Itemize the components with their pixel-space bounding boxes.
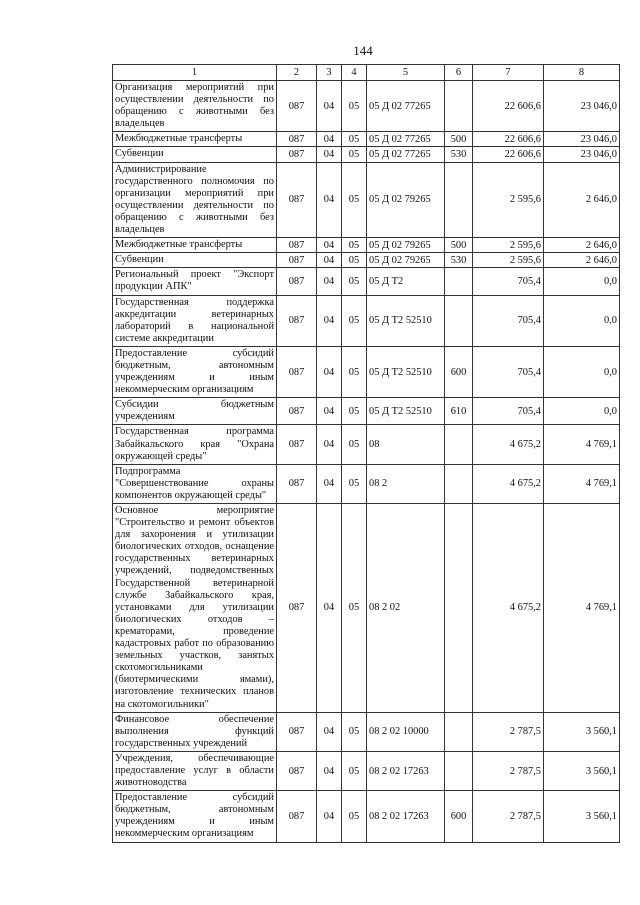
column-header: 2 <box>277 65 317 81</box>
target-article-code: 05 Д 02 79265 <box>367 162 445 238</box>
admin-code: 087 <box>277 253 317 268</box>
column-header: 6 <box>445 65 473 81</box>
subsection-code: 05 <box>342 132 367 147</box>
amount-year-2: 23 046,0 <box>544 132 620 147</box>
target-article-code: 08 2 02 17263 <box>367 791 445 842</box>
admin-code: 087 <box>277 132 317 147</box>
amount-year-1: 22 606,6 <box>473 81 544 132</box>
section-code: 04 <box>317 147 342 162</box>
row-name: Предоставление субсидий бюджетным, автономным учреждениям и иным некоммерческим организациям <box>113 346 277 397</box>
expense-type-code <box>445 504 473 713</box>
table-row <box>113 147 620 162</box>
target-article-code: 05 Д 02 77265 <box>367 132 445 147</box>
amount-year-2: 23 046,0 <box>544 81 620 132</box>
row-name: Межбюджетные трансферты <box>113 132 277 147</box>
amount-year-2: 3 560,1 <box>544 751 620 790</box>
amount-year-1: 4 675,2 <box>473 425 544 464</box>
table-row <box>113 268 620 295</box>
row-name: Подпрограмма "Совершенствование охраны компонентов окружающей среды" <box>113 464 277 503</box>
expense-type-code: 500 <box>445 132 473 147</box>
row-name: Государственная поддержка аккредитации ветеринарных лабораторий в национальной системе аккредитации <box>113 295 277 346</box>
expense-type-code: 600 <box>445 791 473 842</box>
admin-code: 087 <box>277 425 317 464</box>
subsection-code: 05 <box>342 162 367 238</box>
section-code: 04 <box>317 238 342 253</box>
expense-type-code <box>445 162 473 238</box>
column-header: 7 <box>473 65 544 81</box>
row-name: Субсидии бюджетным учреждениям <box>113 398 277 425</box>
expense-type-code: 530 <box>445 147 473 162</box>
section-code: 04 <box>317 712 342 751</box>
admin-code: 087 <box>277 712 317 751</box>
expense-type-code: 600 <box>445 346 473 397</box>
table-row <box>113 81 620 132</box>
amount-year-1: 2 595,6 <box>473 238 544 253</box>
subsection-code: 05 <box>342 398 367 425</box>
subsection-code: 05 <box>342 238 367 253</box>
row-name: Учреждения, обеспечивающие предоставление услуг в области животноводства <box>113 751 277 790</box>
target-article-code: 05 Д 02 77265 <box>367 147 445 162</box>
amount-year-2: 2 646,0 <box>544 253 620 268</box>
row-name: Администрирование государственного полномочия по организации мероприятий при осуществлении деятельности по обращению с животными без владельцев <box>113 162 277 238</box>
table-row <box>113 162 620 238</box>
amount-year-1: 2 787,5 <box>473 791 544 842</box>
amount-year-1: 4 675,2 <box>473 504 544 713</box>
amount-year-1: 705,4 <box>473 346 544 397</box>
table-row <box>113 295 620 346</box>
expense-type-code <box>445 81 473 132</box>
row-name: Организация мероприятий при осуществлении деятельности по обращению с животными без владельцев <box>113 81 277 132</box>
section-code: 04 <box>317 398 342 425</box>
section-code: 04 <box>317 791 342 842</box>
table-row <box>113 253 620 268</box>
subsection-code: 05 <box>342 751 367 790</box>
table-row <box>113 346 620 397</box>
admin-code: 087 <box>277 162 317 238</box>
header-row <box>113 65 620 81</box>
amount-year-2: 4 769,1 <box>544 425 620 464</box>
section-code: 04 <box>317 295 342 346</box>
amount-year-2: 3 560,1 <box>544 791 620 842</box>
target-article-code: 08 <box>367 425 445 464</box>
target-article-code: 05 Д Т2 52510 <box>367 398 445 425</box>
row-name: Субвенции <box>113 253 277 268</box>
amount-year-2: 4 769,1 <box>544 464 620 503</box>
amount-year-1: 2 595,6 <box>473 253 544 268</box>
expense-type-code <box>445 268 473 295</box>
amount-year-2: 2 646,0 <box>544 162 620 238</box>
table-row <box>113 238 620 253</box>
amount-year-1: 22 606,6 <box>473 132 544 147</box>
column-header: 3 <box>317 65 342 81</box>
admin-code: 087 <box>277 346 317 397</box>
subsection-code: 05 <box>342 346 367 397</box>
section-code: 04 <box>317 425 342 464</box>
expense-type-code: 500 <box>445 238 473 253</box>
subsection-code: 05 <box>342 81 367 132</box>
section-code: 04 <box>317 346 342 397</box>
subsection-code: 05 <box>342 295 367 346</box>
amount-year-2: 0,0 <box>544 398 620 425</box>
admin-code: 087 <box>277 295 317 346</box>
table-row <box>113 751 620 790</box>
row-name: Субвенции <box>113 147 277 162</box>
section-code: 04 <box>317 504 342 713</box>
expense-type-code <box>445 751 473 790</box>
section-code: 04 <box>317 268 342 295</box>
subsection-code: 05 <box>342 712 367 751</box>
admin-code: 087 <box>277 751 317 790</box>
admin-code: 087 <box>277 268 317 295</box>
column-header: 5 <box>367 65 445 81</box>
amount-year-2: 0,0 <box>544 268 620 295</box>
row-name: Финансовое обеспечение выполнения функций государственных учреждений <box>113 712 277 751</box>
section-code: 04 <box>317 132 342 147</box>
admin-code: 087 <box>277 147 317 162</box>
section-code: 04 <box>317 253 342 268</box>
subsection-code: 05 <box>342 464 367 503</box>
subsection-code: 05 <box>342 147 367 162</box>
table-row <box>113 712 620 751</box>
amount-year-2: 23 046,0 <box>544 147 620 162</box>
table-row <box>113 425 620 464</box>
subsection-code: 05 <box>342 504 367 713</box>
amount-year-2: 0,0 <box>544 295 620 346</box>
row-name: Основное мероприятие "Строительство и ремонт объектов для захоронения и утилизации биологических отходов, оснащение государственных ветеринарных учреждений, подведомственных Государственной ветеринарной службе Забайкальского края, установками для утилизации биологических отходов – крематорами, проведение кадастровых работ по образованию земельных участков, занятых скотомогильниками (биотермическими ямами), изготовление технических планов на скотомогильники" <box>113 504 277 713</box>
subsection-code: 05 <box>342 425 367 464</box>
target-article-code: 05 Д 02 79265 <box>367 253 445 268</box>
target-article-code: 05 Д Т2 52510 <box>367 295 445 346</box>
row-name: Межбюджетные трансферты <box>113 238 277 253</box>
section-code: 04 <box>317 751 342 790</box>
amount-year-1: 22 606,6 <box>473 147 544 162</box>
admin-code: 087 <box>277 81 317 132</box>
table-row <box>113 132 620 147</box>
row-name: Государственная программа Забайкальского края "Охрана окружающей среды" <box>113 425 277 464</box>
page-number: 144 <box>353 43 373 58</box>
admin-code: 087 <box>277 398 317 425</box>
amount-year-1: 4 675,2 <box>473 464 544 503</box>
target-article-code: 08 2 02 10000 <box>367 712 445 751</box>
amount-year-1: 705,4 <box>473 295 544 346</box>
table-row <box>113 504 620 713</box>
subsection-code: 05 <box>342 791 367 842</box>
column-header: 8 <box>544 65 620 81</box>
admin-code: 087 <box>277 791 317 842</box>
target-article-code: 05 Д 02 79265 <box>367 238 445 253</box>
row-name: Предоставление субсидий бюджетным, автономным учреждениям и иным некоммерческим организациям <box>113 791 277 842</box>
amount-year-2: 3 560,1 <box>544 712 620 751</box>
target-article-code: 08 2 02 <box>367 504 445 713</box>
expense-type-code: 610 <box>445 398 473 425</box>
column-header: 1 <box>113 65 277 81</box>
amount-year-1: 2 787,5 <box>473 712 544 751</box>
admin-code: 087 <box>277 464 317 503</box>
expense-type-code: 530 <box>445 253 473 268</box>
table-row <box>113 791 620 842</box>
table-row <box>113 398 620 425</box>
admin-code: 087 <box>277 238 317 253</box>
target-article-code: 08 2 02 17263 <box>367 751 445 790</box>
column-header: 4 <box>342 65 367 81</box>
expense-type-code <box>445 295 473 346</box>
table-row <box>113 464 620 503</box>
target-article-code: 08 2 <box>367 464 445 503</box>
section-code: 04 <box>317 162 342 238</box>
section-code: 04 <box>317 81 342 132</box>
amount-year-1: 705,4 <box>473 268 544 295</box>
section-code: 04 <box>317 464 342 503</box>
amount-year-2: 0,0 <box>544 346 620 397</box>
budget-table <box>112 64 620 843</box>
subsection-code: 05 <box>342 268 367 295</box>
target-article-code: 05 Д Т2 52510 <box>367 346 445 397</box>
expense-type-code <box>445 464 473 503</box>
admin-code: 087 <box>277 504 317 713</box>
target-article-code: 05 Д 02 77265 <box>367 81 445 132</box>
subsection-code: 05 <box>342 253 367 268</box>
target-article-code: 05 Д Т2 <box>367 268 445 295</box>
amount-year-1: 705,4 <box>473 398 544 425</box>
row-name: Региональный проект "Экспорт продукции АПК" <box>113 268 277 295</box>
expense-type-code <box>445 712 473 751</box>
amount-year-2: 2 646,0 <box>544 238 620 253</box>
amount-year-1: 2 787,5 <box>473 751 544 790</box>
amount-year-1: 2 595,6 <box>473 162 544 238</box>
expense-type-code <box>445 425 473 464</box>
amount-year-2: 4 769,1 <box>544 504 620 713</box>
